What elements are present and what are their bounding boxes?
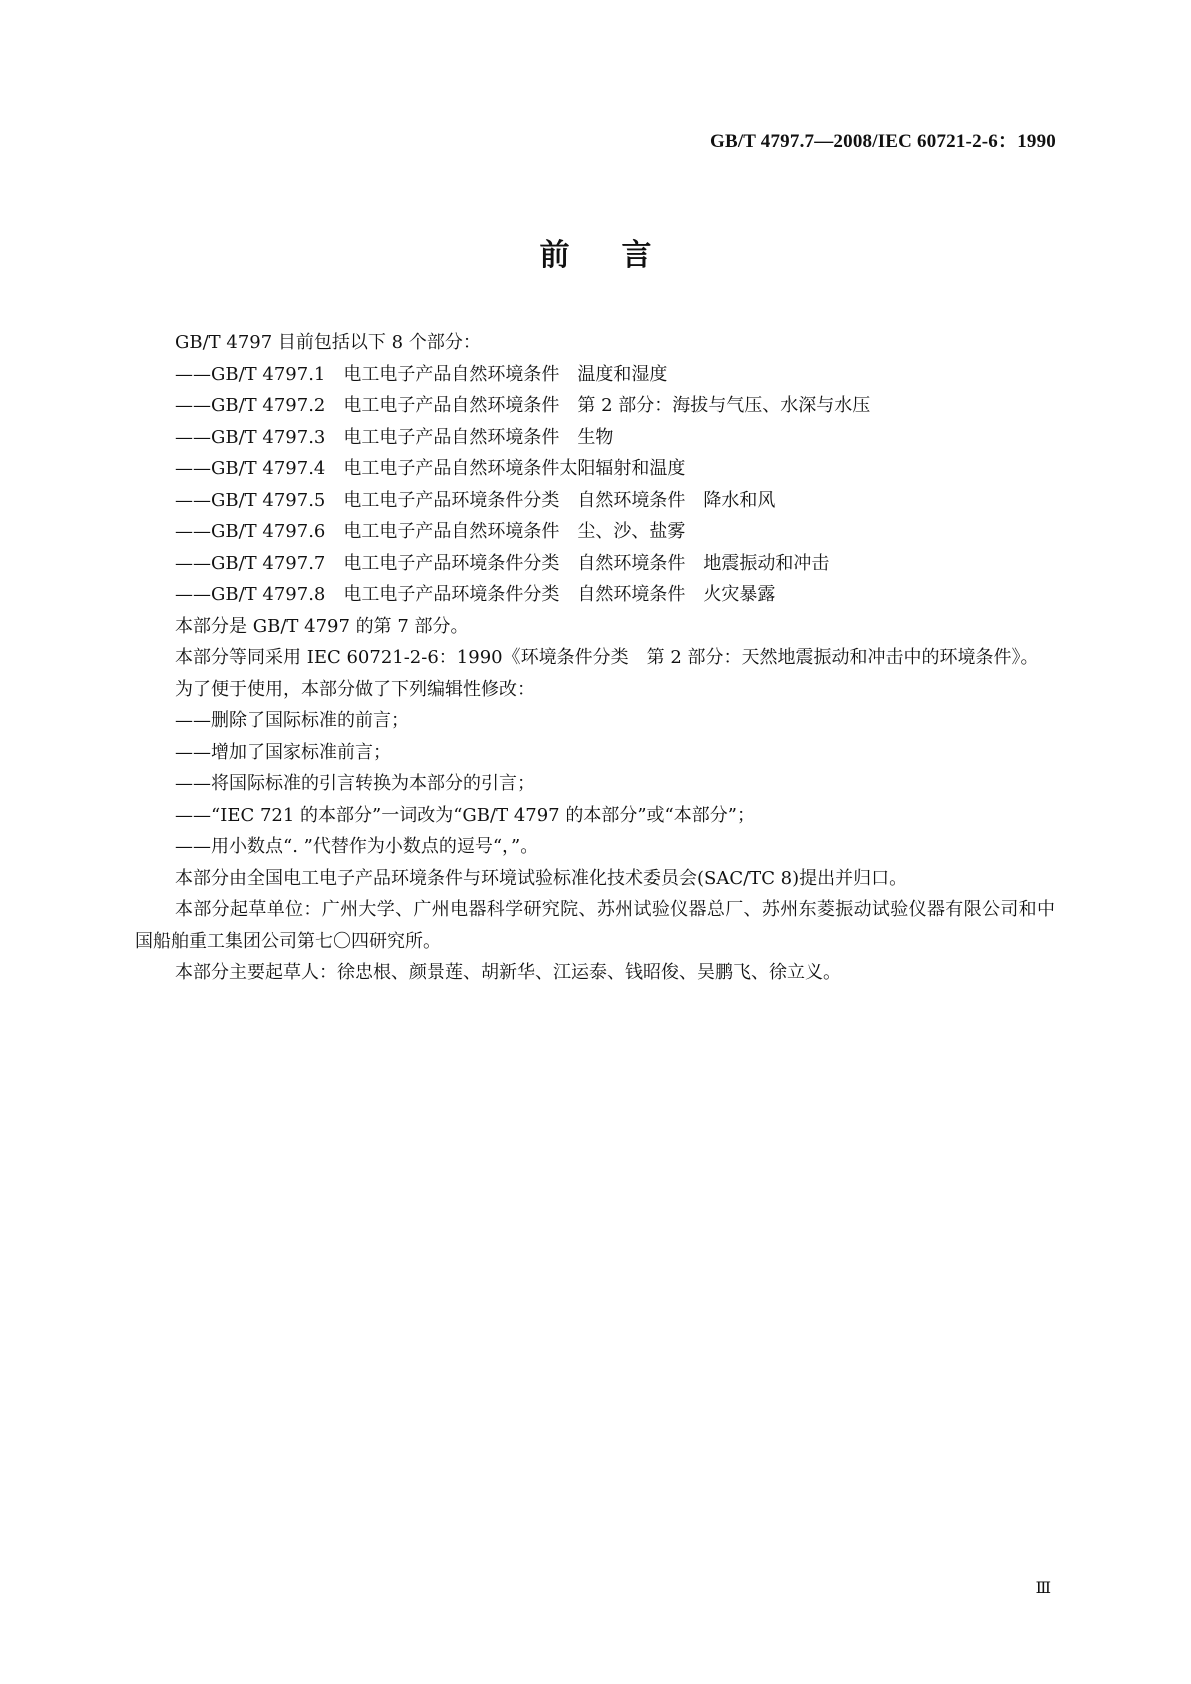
part-list-item: ——GB/T 4797.4 电工电子产品自然环境条件太阳辐射和温度 (175, 458, 686, 479)
edit-list-item: ——增加了国家标准前言； (175, 741, 391, 763)
drafting-units-paragraph: 本部分起草单位：广州大学、广州电器科学研究院、苏州试验仪器总厂、苏州东菱振动试验仪器有限公司和中国船舶重工集团公司第七〇四研究所。 (135, 899, 1055, 952)
adoption-paragraph: 本部分等同采用 IEC 60721-2-6：1990《环境条件分类 第 2 部分：天然地震振动和冲击中的环境条件》。 (175, 647, 1039, 668)
intro-paragraph: GB/T 4797 目前包括以下 8 个部分： (175, 332, 481, 353)
part-list-item: ——GB/T 4797.5 电工电子产品环境条件分类 自然环境条件 降水和风 (175, 489, 776, 511)
part-list-item: ——GB/T 4797.6 电工电子产品自然环境条件 尘、沙、盐雾 (175, 521, 686, 542)
part-list-item: ——GB/T 4797.2 电工电子产品自然环境条件 第 2 部分：海拔与气压、水深与水压 (175, 395, 871, 416)
foreword-body (135, 327, 1055, 989)
part-list-item: ——GB/T 4797.1 电工电子产品自然环境条件 温度和湿度 (175, 363, 668, 385)
edit-list-item: ——用小数点“. ”代替作为小数点的逗号“，”。 (175, 836, 539, 857)
edit-list-item: ——将国际标准的引言转换为本部分的引言； (175, 773, 535, 794)
proposer-paragraph: 本部分由全国电工电子产品环境条件与环境试验标准化技术委员会(SAC/TC 8)提出并归口。 (175, 867, 908, 889)
part-list-item: ——GB/T 4797.3 电工电子产品自然环境条件 生物 (175, 426, 614, 448)
page-number: Ⅲ (1035, 1580, 1051, 1597)
part-list-item: ——GB/T 4797.7 电工电子产品环境条件分类 自然环境条件 地震振动和冲击 (175, 552, 830, 574)
part-statement-paragraph: 本部分是 GB/T 4797 的第 7 部分。 (175, 615, 469, 637)
edit-list-item: ——“IEC 721 的本部分”一词改为“GB/T 4797 的本部分”或“本部分”； (175, 804, 755, 826)
page-title: 前言 (539, 238, 704, 273)
drafters-paragraph: 本部分主要起草人：徐忠根、颜景莲、胡新华、江运泰、钱昭俊、吴鹏飞、徐立义。 (175, 962, 841, 983)
standard-code-header: GB/T 4797.7—2008/IEC 60721-2-6：1990 (709, 131, 1056, 152)
part-list-item: ——GB/T 4797.8 电工电子产品环境条件分类 自然环境条件 火灾暴露 (175, 584, 776, 605)
edit-list-item: ——删除了国际标准的前言； (175, 710, 409, 731)
edits-intro-paragraph: 为了便于使用，本部分做了下列编辑性修改： (175, 678, 535, 700)
